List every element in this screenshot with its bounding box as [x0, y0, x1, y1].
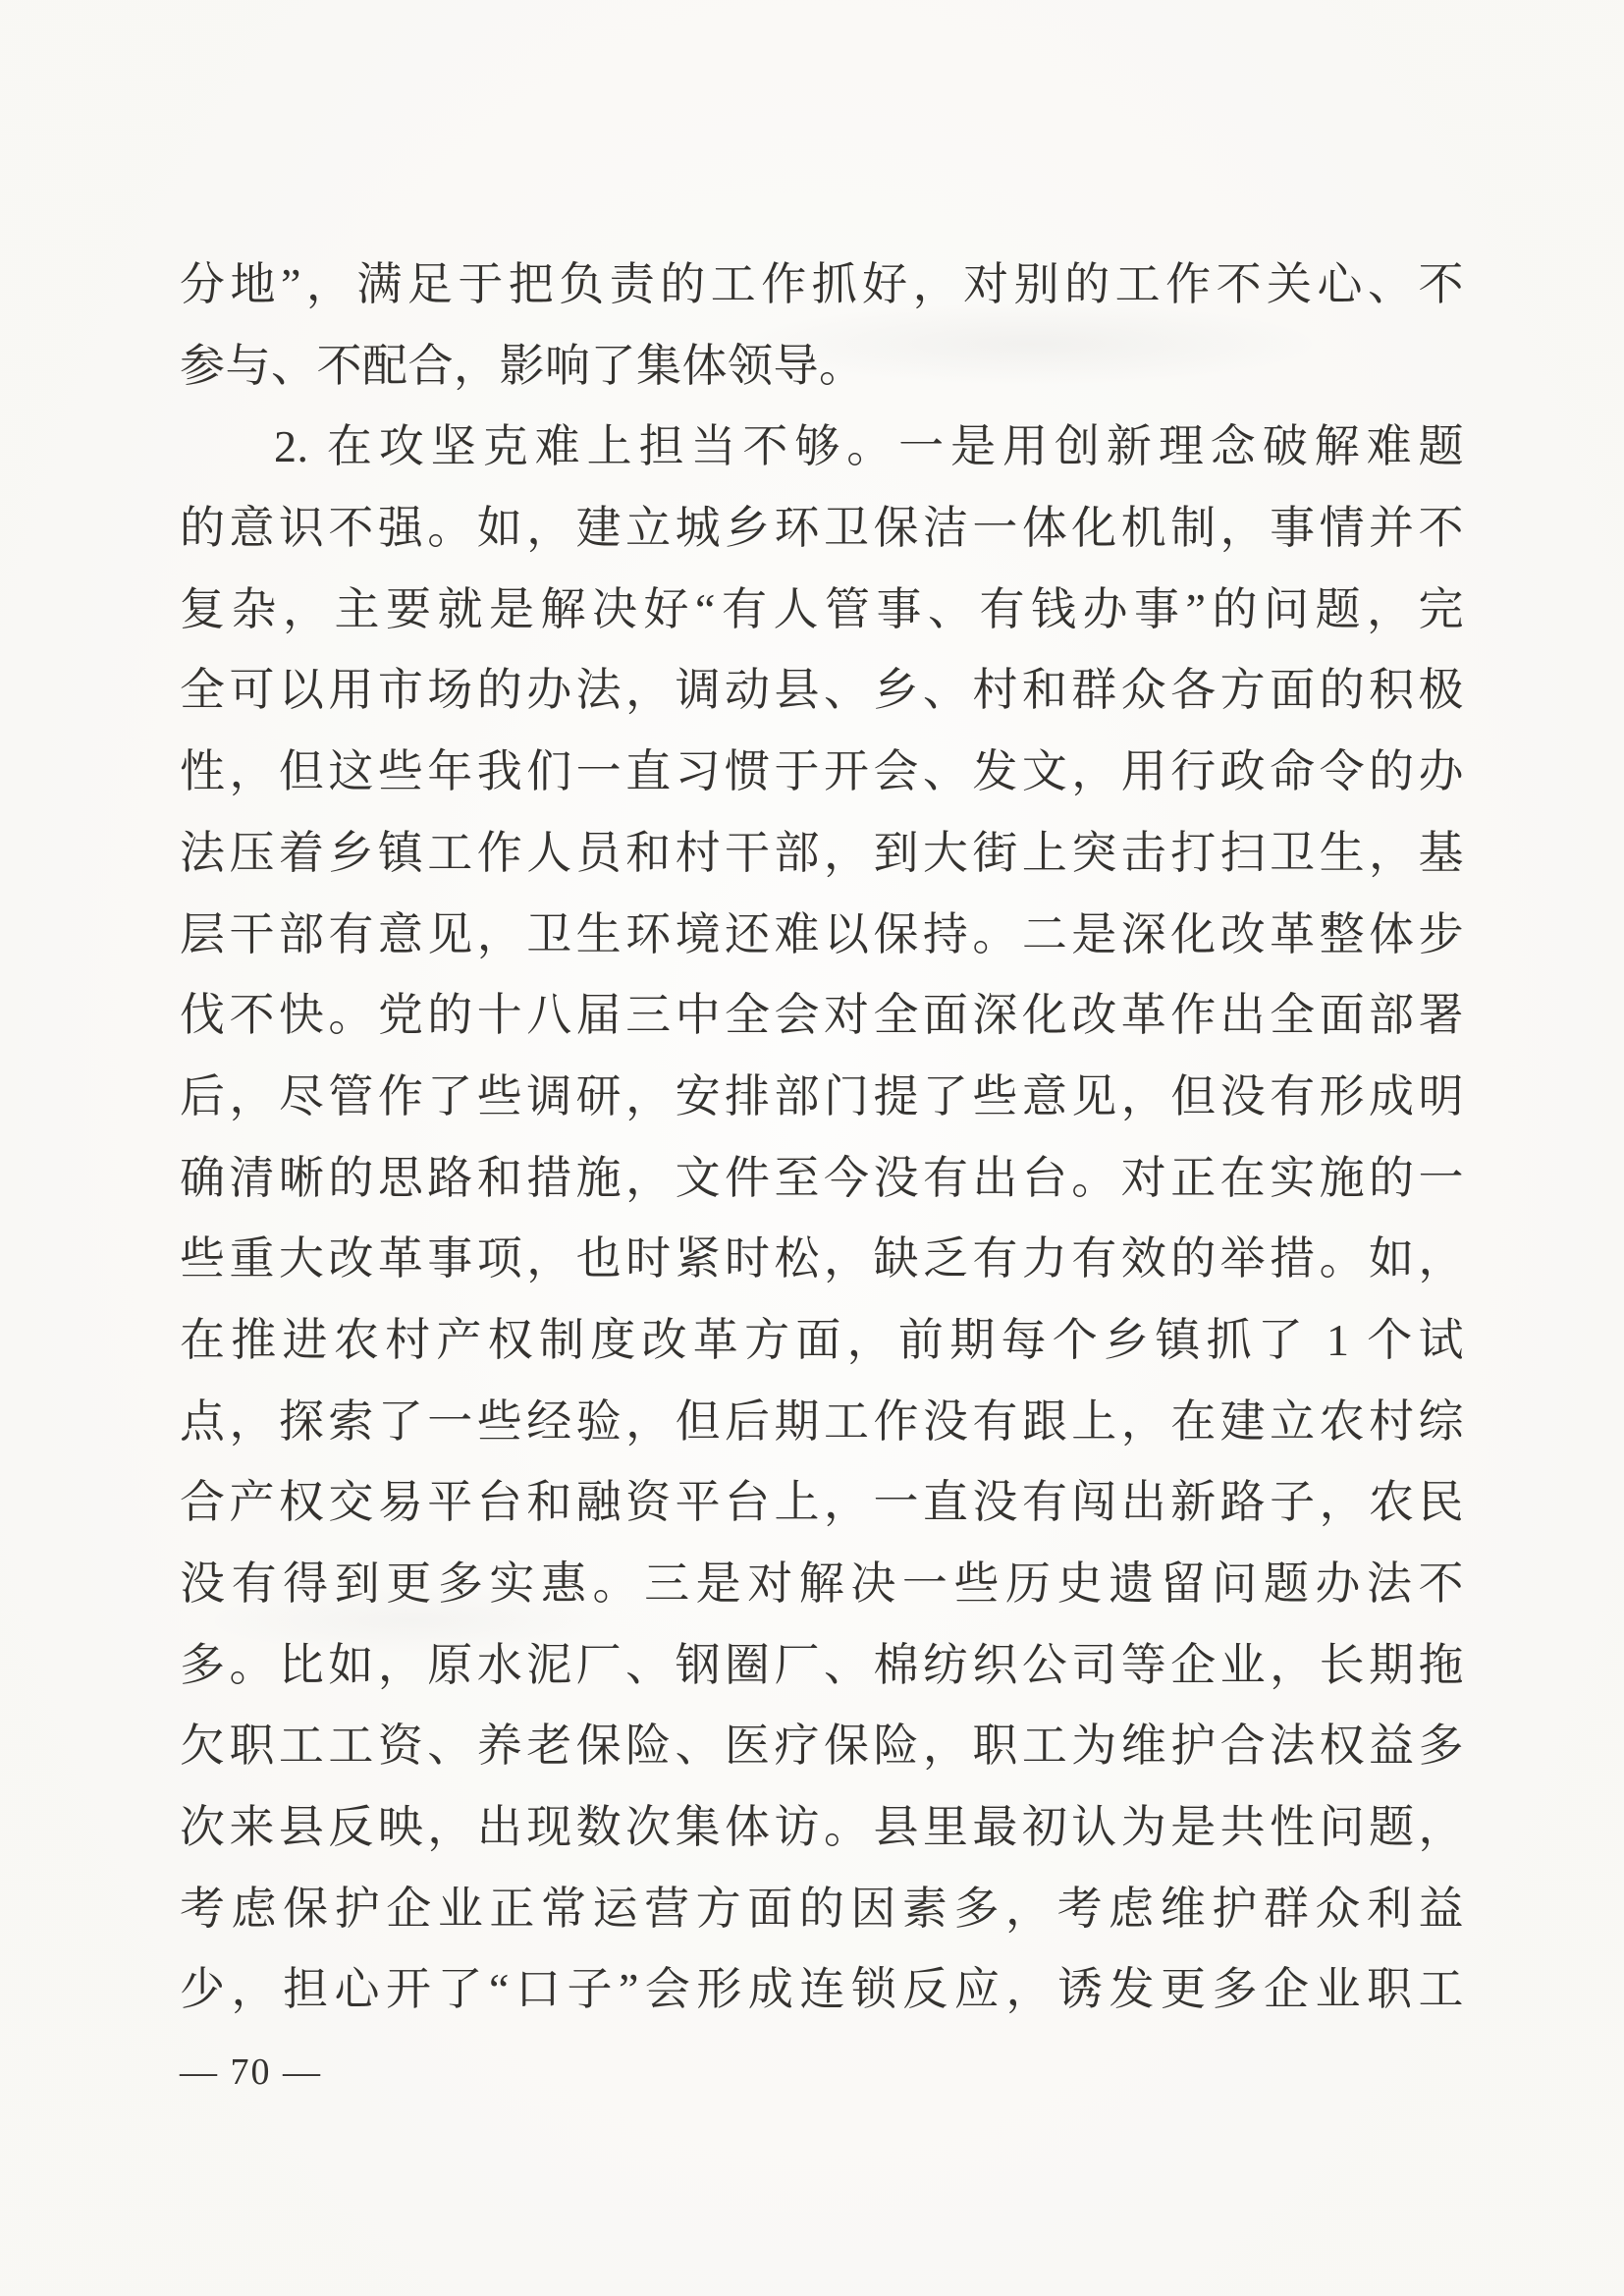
text-line: 分地”，满足于把负责的工作抓好，对别的工作不关心、不 — [180, 259, 1464, 309]
text-line: 在推进农村产权制度改革方面，前期每个乡镇抓了 1 个试 — [180, 1314, 1464, 1365]
text-line: 法压着乡镇工作人员和村干部，到大街上突击打扫卫生，基 — [180, 827, 1464, 878]
text-block — [180, 245, 1464, 2031]
text-line: 次来县反映，出现数次集体访。县里最初认为是共性问题， — [180, 1802, 1464, 1853]
text-line: 欠职工工资、养老保险、医疗保险，职工为维护合法权益多 — [180, 1721, 1464, 1772]
text-line: 少，担心开了“口子”会形成连锁反应，诱发更多企业职工 — [180, 1964, 1464, 2015]
text-line: 考虑保护企业正常运营方面的因素多，考虑维护群众利益 — [180, 1883, 1464, 1934]
text-line: 的意识不强。如，建立城乡环卫保洁一体化机制，事情并不 — [180, 503, 1464, 554]
text-line: 复杂，主要就是解决好“有人管事、有钱办事”的问题，完 — [180, 583, 1464, 634]
text-line: 层干部有意见，卫生环境还难以保持。二是深化改革整体步 — [180, 908, 1464, 959]
text-line: 性，但这些年我们一直习惯于开会、发文，用行政命令的办 — [180, 746, 1464, 797]
page-number: — 70 — — [180, 2051, 322, 2093]
text-line: 参与、不配合，影响了集体领导。 — [180, 340, 865, 391]
text-line: 多。比如，原水泥厂、钢圈厂、棉纺织公司等企业，长期拖 — [180, 1639, 1464, 1690]
text-line: 没有得到更多实惠。三是对解决一些历史遗留问题办法不 — [180, 1558, 1464, 1609]
text-line: 后，尽管作了些调研，安排部门提了些意见，但没有形成明 — [180, 1070, 1464, 1121]
text-line: 些重大改革事项，也时紧时松，缺乏有力有效的举措。如， — [180, 1233, 1464, 1285]
text-line: 全可以用市场的办法，调动县、乡、村和群众各方面的积极 — [180, 665, 1464, 716]
text-line: 伐不快。党的十八届三中全会对全面深化改革作出全面部署 — [180, 990, 1464, 1041]
text-line-paragraph-start: 2. 在攻坚克难上担当不够。一是用创新理念破解难题 — [274, 421, 1464, 472]
text-line: 点，探索了一些经验，但后期工作没有跟上，在建立农村综 — [180, 1395, 1464, 1447]
text-line: 确清晰的思路和措施，文件至今没有出台。对正在实施的一 — [180, 1152, 1464, 1203]
text-line: 合产权交易平台和融资平台上，一直没有闯出新路子，农民 — [180, 1477, 1464, 1528]
